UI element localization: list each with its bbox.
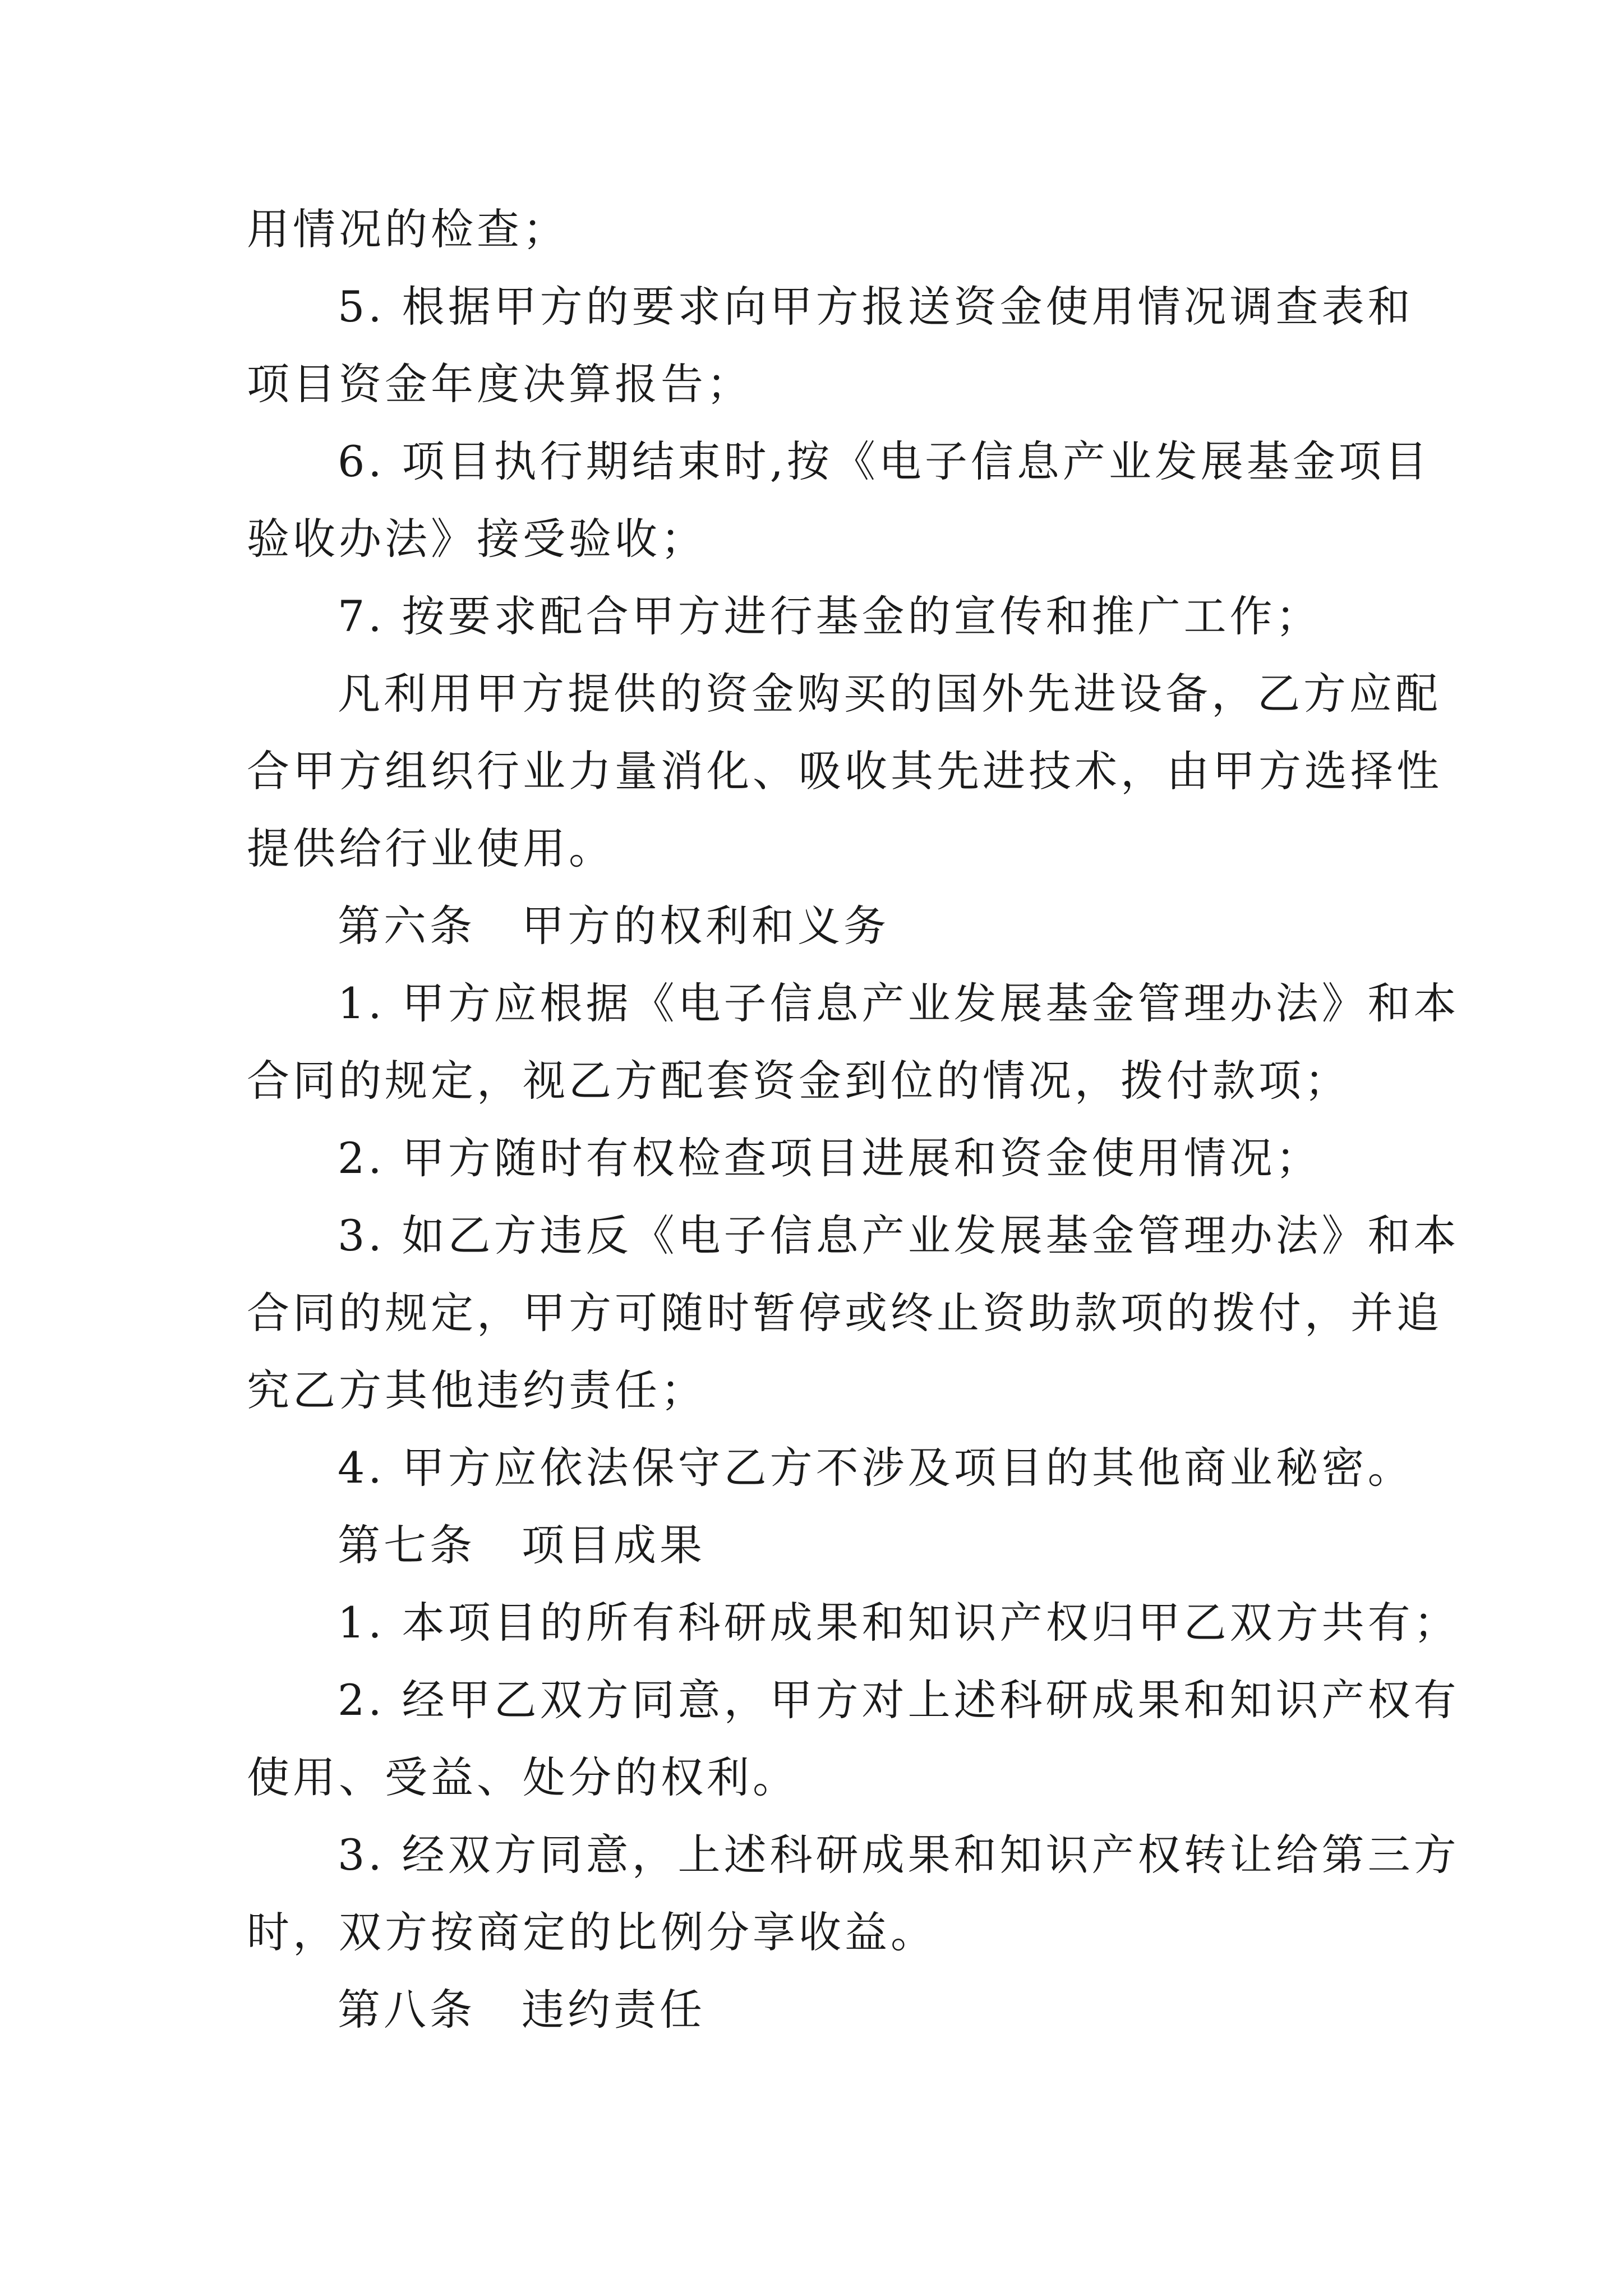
text-line: 3. 经双方同意，上述科研成果和知识产权转让给第三方 xyxy=(338,1830,1460,1880)
text-line: 2. 甲方随时有权检查项目进展和资金使用情况； xyxy=(338,1133,1322,1183)
text-line: 7. 按要求配合甲方进行基金的宣传和推广工作； xyxy=(338,591,1322,641)
text-line: 使用、受益、处分的权利。 xyxy=(247,1752,799,1802)
text-line: 用情况的检查； xyxy=(247,204,569,254)
text-line: 3. 如乙方违反《电子信息产业发展基金管理办法》和本 xyxy=(338,1211,1460,1260)
text-line: 6. 项目执行期结束时,按《电子信息产业发展基金项目 xyxy=(338,436,1431,486)
text-line: 4. 甲方应依法保守乙方不涉及项目的其他商业秘密。 xyxy=(338,1443,1414,1493)
text-line: 提供给行业使用。 xyxy=(247,823,615,873)
text-line: 项目资金年度决算报告； xyxy=(247,359,753,409)
text-line: 验收办法》接受验收； xyxy=(247,514,707,564)
text-line: 5. 根据甲方的要求向甲方报送资金使用情况调查表和 xyxy=(338,282,1414,332)
text-line: 合同的规定，视乙方配套资金到位的情况，拨付款项； xyxy=(247,1056,1350,1106)
document-body xyxy=(247,191,1460,2049)
text-line: 凡利用甲方提供的资金购买的国外先进设备，乙方应配 xyxy=(338,669,1441,719)
text-line: 2. 经甲乙双方同意，甲方对上述科研成果和知识产权有 xyxy=(338,1675,1460,1725)
article-heading: 第七条 项目成果 xyxy=(338,1520,706,1570)
text-line: 1. 甲方应根据《电子信息产业发展基金管理办法》和本 xyxy=(338,978,1460,1028)
article-heading: 第六条 甲方的权利和义务 xyxy=(338,901,889,951)
article-heading: 第八条 违约责任 xyxy=(338,1985,706,2035)
text-line: 究乙方其他违约责任； xyxy=(247,1365,707,1415)
text-line: 合同的规定，甲方可随时暂停或终止资助款项的拨付，并追 xyxy=(247,1288,1442,1338)
text-line: 合甲方组织行业力量消化、吸收其先进技术，由甲方选择性 xyxy=(247,746,1442,796)
text-line: 1. 本项目的所有科研成果和知识产权归甲乙双方共有； xyxy=(338,1598,1460,1648)
text-line: 时，双方按商定的比例分享收益。 xyxy=(247,1907,937,1957)
